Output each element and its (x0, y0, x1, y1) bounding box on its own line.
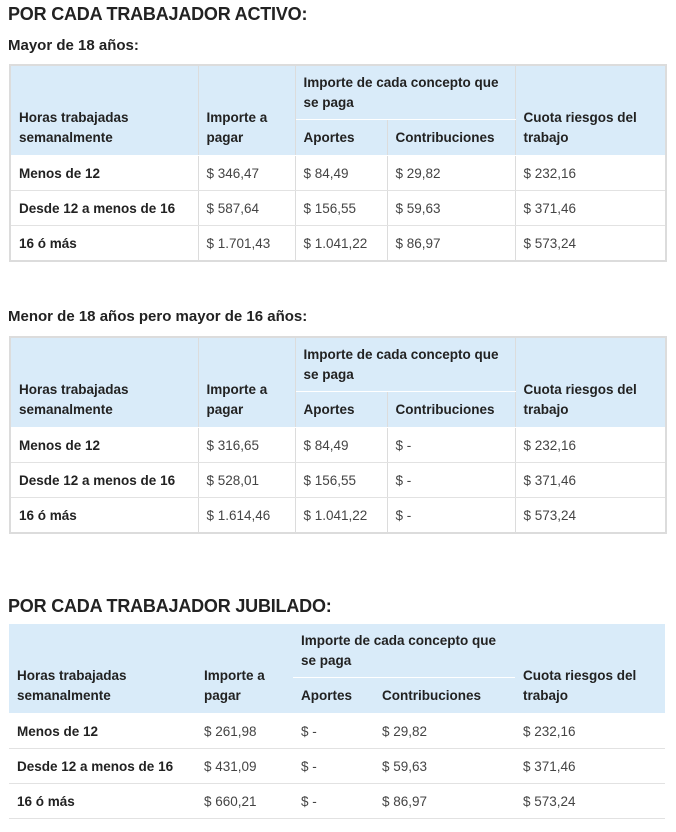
cell-cuota: $ 232,16 (515, 714, 665, 749)
cell-importe: $ 316,65 (198, 428, 295, 463)
cell-horas: 16 ó más (9, 784, 196, 819)
cell-contribuciones: $ 29,82 (387, 156, 515, 191)
cell-aportes: $ 84,49 (295, 428, 387, 463)
cell-aportes: $ 84,49 (295, 156, 387, 191)
cell-cuota: $ 371,46 (515, 191, 666, 226)
table-row (10, 226, 666, 262)
table-row (9, 714, 665, 749)
cell-horas: 16 ó más (10, 226, 198, 262)
cell-importe: $ 346,47 (198, 156, 295, 191)
cell-cuota: $ 573,24 (515, 498, 666, 534)
table-row (10, 498, 666, 534)
cell-importe: $ 261,98 (196, 714, 293, 749)
header-contribuciones: Contribuciones (374, 678, 515, 714)
header-concepto: Importe de cada concepto que se paga (295, 65, 515, 120)
section-title-activo: POR CADA TRABAJADOR ACTIVO: (8, 4, 308, 24)
cell-cuota: $ 371,46 (515, 749, 665, 784)
header-importe: Importe a pagar (196, 624, 293, 714)
cell-cuota: $ 371,46 (515, 463, 666, 498)
cell-importe: $ 660,21 (196, 784, 293, 819)
cell-importe: $ 1.614,46 (198, 498, 295, 534)
cell-contribuciones: $ - (387, 463, 515, 498)
cell-aportes: $ 1.041,22 (295, 498, 387, 534)
cell-aportes: $ 156,55 (295, 191, 387, 226)
cell-importe: $ 587,64 (198, 191, 295, 226)
cell-importe: $ 431,09 (196, 749, 293, 784)
header-importe: Importe a pagar (198, 337, 295, 428)
header-concepto: Importe de cada concepto que se paga (295, 337, 515, 392)
header-contribuciones: Contribuciones (387, 392, 515, 428)
header-importe: Importe a pagar (198, 65, 295, 156)
cell-horas: Desde 12 a menos de 16 (10, 191, 198, 226)
cell-cuota: $ 573,24 (515, 226, 666, 262)
header-aportes: Aportes (295, 392, 387, 428)
header-aportes: Aportes (293, 678, 374, 714)
header-cuota: Cuota riesgos del trabajo (515, 624, 665, 714)
cell-cuota: $ 232,16 (515, 156, 666, 191)
cell-aportes: $ - (293, 714, 374, 749)
section-title-jubilado: POR CADA TRABAJADOR JUBILADO: (8, 596, 332, 616)
cell-aportes: $ 1.041,22 (295, 226, 387, 262)
cell-horas: 16 ó más (10, 498, 198, 534)
subtitle-mayor-18: Mayor de 18 años: (8, 37, 139, 54)
cell-contribuciones: $ 86,97 (374, 784, 515, 819)
cell-importe: $ 1.701,43 (198, 226, 295, 262)
table-row (10, 156, 666, 191)
cell-horas: Menos de 12 (10, 156, 198, 191)
cell-contribuciones: $ 59,63 (374, 749, 515, 784)
cell-horas: Menos de 12 (9, 714, 196, 749)
header-aportes: Aportes (295, 120, 387, 156)
subtitle-menor-18: Menor de 18 años pero mayor de 16 años: (8, 308, 308, 325)
cell-importe: $ 528,01 (198, 463, 295, 498)
cell-contribuciones: $ - (387, 428, 515, 463)
table-mayor-18 (9, 64, 667, 262)
header-concepto: Importe de cada concepto que se paga (293, 624, 515, 678)
cell-horas: Desde 12 a menos de 16 (9, 749, 196, 784)
table-row (9, 749, 665, 784)
cell-cuota: $ 232,16 (515, 428, 666, 463)
cell-contribuciones: $ - (387, 498, 515, 534)
table-jubilado (9, 624, 665, 819)
header-cuota: Cuota riesgos del trabajo (515, 337, 666, 428)
header-horas: Horas trabajadas semanalmente (9, 624, 196, 714)
table-row (9, 784, 665, 819)
cell-aportes: $ 156,55 (295, 463, 387, 498)
cell-cuota: $ 573,24 (515, 784, 665, 819)
cell-contribuciones: $ 29,82 (374, 714, 515, 749)
table-row (10, 463, 666, 498)
cell-horas: Menos de 12 (10, 428, 198, 463)
cell-horas: Desde 12 a menos de 16 (10, 463, 198, 498)
table-row (10, 191, 666, 226)
header-cuota: Cuota riesgos del trabajo (515, 65, 666, 156)
header-horas: Horas trabajadas semanalmente (10, 337, 198, 428)
cell-aportes: $ - (293, 749, 374, 784)
cell-contribuciones: $ 59,63 (387, 191, 515, 226)
header-contribuciones: Contribuciones (387, 120, 515, 156)
table-row (10, 428, 666, 463)
header-horas: Horas trabajadas semanalmente (10, 65, 198, 156)
cell-aportes: $ - (293, 784, 374, 819)
table-menor-18 (9, 336, 667, 534)
cell-contribuciones: $ 86,97 (387, 226, 515, 262)
